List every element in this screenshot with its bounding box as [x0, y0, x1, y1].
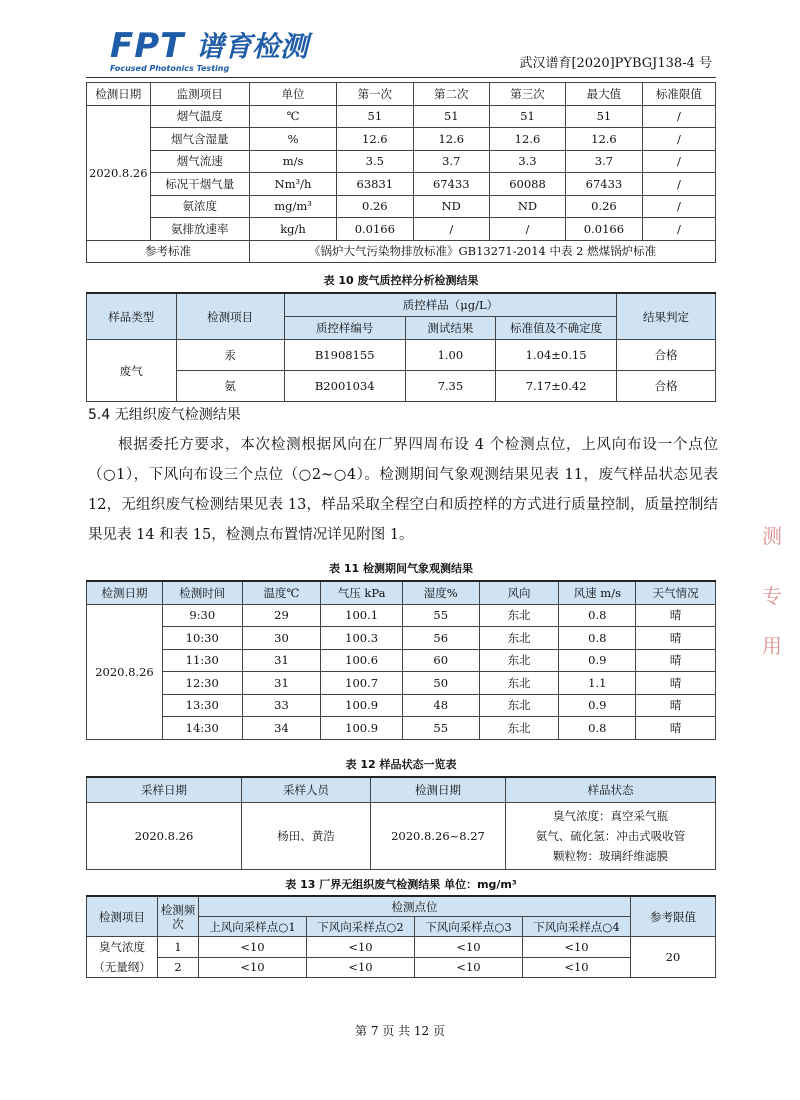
cell: 氨	[176, 371, 284, 402]
cell: 杨田、黄浩	[242, 803, 371, 870]
header-cell: 检测点位	[199, 896, 631, 917]
table13-caption: 表 13 厂界无组织废气检测结果 单位：mg/m³	[285, 878, 517, 891]
header-cell: 气压 kPa	[321, 581, 402, 604]
cell: /	[642, 218, 715, 241]
table-row	[87, 218, 716, 241]
header-cell: 检测项目	[176, 293, 284, 340]
cell: 51	[566, 105, 643, 128]
header-cell: 质控样品（μg/L）	[284, 293, 616, 317]
cell: 10:30	[162, 627, 242, 650]
cell: 33	[242, 694, 321, 717]
table-row	[87, 604, 716, 627]
table-header-row	[87, 83, 716, 106]
company-logo	[110, 28, 310, 74]
cell: 晴	[636, 649, 716, 672]
cell: 晴	[636, 604, 716, 627]
cell: B1908155	[284, 340, 405, 371]
cell: 67433	[566, 173, 643, 196]
cell: 汞	[176, 340, 284, 371]
cell: <10	[307, 937, 415, 958]
cell: 31	[242, 672, 321, 695]
cell: 东北	[479, 604, 559, 627]
limit-cell: 20	[631, 937, 716, 978]
header-cell: 下风向采样点○3	[415, 917, 523, 937]
cell: 11:30	[162, 649, 242, 672]
cell: 0.9	[559, 694, 636, 717]
cell: 合格	[617, 340, 716, 371]
cell: 100.3	[321, 627, 402, 650]
header-cell: 天气情况	[636, 581, 716, 604]
sample-state-line: 氨气、硫化氢：冲击式吸收管	[535, 829, 686, 843]
header-cell: 监测项目	[150, 83, 250, 106]
cell: 晴	[636, 672, 716, 695]
cell: 50	[402, 672, 479, 695]
table12-caption: 表 12 样品状态一览表	[345, 758, 457, 771]
cell: 56	[402, 627, 479, 650]
cell: 100.9	[321, 694, 402, 717]
cell: 2	[158, 957, 199, 978]
cell: 烟气温度	[150, 105, 250, 128]
header-cell: 样品状态	[506, 777, 716, 803]
cell: 1.00	[405, 340, 496, 371]
cell: B2001034	[284, 371, 405, 402]
cell: 0.9	[559, 649, 636, 672]
header-cell: 温度℃	[242, 581, 321, 604]
cell: 0.8	[559, 717, 636, 740]
header-cell: 单位	[250, 83, 337, 106]
cell: 67433	[413, 173, 489, 196]
header-cell: 检测项目	[87, 896, 158, 937]
header-cell: 检测日期	[371, 777, 506, 803]
table-row	[87, 627, 716, 650]
cell: /	[642, 173, 715, 196]
cell: 东北	[479, 649, 559, 672]
header-cell: 风向	[479, 581, 559, 604]
cell: <10	[415, 957, 523, 978]
table-header-row	[87, 581, 716, 604]
item-unit: （无量纲）	[93, 960, 151, 974]
item-cell	[87, 937, 158, 978]
cell: 9:30	[162, 604, 242, 627]
cell: Nm³/h	[250, 173, 337, 196]
cell: 氨排放速率	[150, 218, 250, 241]
cell: 63831	[336, 173, 413, 196]
header-cell: 采样人员	[242, 777, 371, 803]
cell: /	[642, 128, 715, 151]
table-header-row	[87, 896, 716, 917]
header-cell: 检测时间	[162, 581, 242, 604]
table-row	[87, 717, 716, 740]
header-cell: 质控样编号	[284, 317, 405, 340]
logo-cn-text: 谱育检测	[196, 30, 309, 63]
cell: 7.35	[405, 371, 496, 402]
header-cell: 检测频次	[158, 896, 199, 937]
cell: 标况干烟气量	[150, 173, 250, 196]
table-row	[87, 195, 716, 218]
sample-state-line: 臭气浓度：真空采气瓶	[553, 809, 668, 823]
cell: ND	[413, 195, 489, 218]
cell: 12.6	[336, 128, 413, 151]
cell: 100.9	[321, 717, 402, 740]
cell: 29	[242, 604, 321, 627]
header-cell: 采样日期	[87, 777, 242, 803]
cell: 东北	[479, 717, 559, 740]
header-cell: 标准限值	[642, 83, 715, 106]
cell: /	[413, 218, 489, 241]
header-cell: 样品类型	[87, 293, 177, 340]
cell: ℃	[250, 105, 337, 128]
header-cell: 检测日期	[87, 581, 163, 604]
cell: 51	[336, 105, 413, 128]
cell: 烟气流速	[150, 150, 250, 173]
cell: 12.6	[566, 128, 643, 151]
cell: 12.6	[489, 128, 565, 151]
document-number: 武汉谱育[2020]PYBGJ138-4 号	[519, 56, 712, 71]
cell: 0.0166	[566, 218, 643, 241]
cell: 晴	[636, 627, 716, 650]
cell: <10	[523, 957, 631, 978]
cell: <10	[523, 937, 631, 958]
cell: 东北	[479, 672, 559, 695]
header-cell: 第一次	[336, 83, 413, 106]
cell: 东北	[479, 627, 559, 650]
table-row	[87, 694, 716, 717]
cell: %	[250, 128, 337, 151]
date-cell: 2020.8.26	[87, 105, 151, 240]
cell: 55	[402, 604, 479, 627]
cell: 100.1	[321, 604, 402, 627]
seal-stamp	[762, 520, 792, 670]
section-paragraph: 根据委托方要求，本次检测根据风向在厂界四周布设 4 个检测点位，上风向布设一个点位（○1），下风向布设三个点位（○2~○4）。检测期间气象观测结果见表 11，废气样品状态见表 12，无组织废气检测结果见表 13，样品采取全程空白和质控样的方式进行质量控制，质量控制结果见表 14 和表 15，检测点布置情况详见附图 1。	[88, 437, 718, 543]
cell: 60088	[489, 173, 565, 196]
logo-mark: FPT	[110, 26, 185, 66]
cell: 1	[158, 937, 199, 958]
qc-analysis-table	[86, 292, 716, 402]
cell: /	[642, 195, 715, 218]
header-cell: 标准值及不确定度	[496, 317, 617, 340]
header-rule	[86, 77, 716, 78]
cell: <10	[199, 937, 307, 958]
cell: 0.26	[336, 195, 413, 218]
cell: 13:30	[162, 694, 242, 717]
cell: kg/h	[250, 218, 337, 241]
cell: <10	[199, 957, 307, 978]
cell: 晴	[636, 694, 716, 717]
header-cell: 第二次	[413, 83, 489, 106]
table-row	[87, 240, 716, 263]
cell: 30	[242, 627, 321, 650]
reference-label: 参考标准	[87, 240, 250, 263]
cell: 34	[242, 717, 321, 740]
cell: 1.04±0.15	[496, 340, 617, 371]
cell: 55	[402, 717, 479, 740]
cell: ND	[489, 195, 565, 218]
weather-observation-table	[86, 580, 716, 740]
cell: 3.3	[489, 150, 565, 173]
header-cell: 检测日期	[87, 83, 151, 106]
cell: 12.6	[413, 128, 489, 151]
cell: 0.8	[559, 627, 636, 650]
header-cell: 第三次	[489, 83, 565, 106]
table10-caption: 表 10 废气质控样分析检测结果	[323, 274, 479, 287]
header-cell: 最大值	[566, 83, 643, 106]
page-number: 第 7 页 共 12 页	[355, 1024, 445, 1038]
header-cell: 下风向采样点○4	[523, 917, 631, 937]
header-cell: 上风向采样点○1	[199, 917, 307, 937]
cell: <10	[307, 957, 415, 978]
table-row	[87, 150, 716, 173]
table-row	[87, 649, 716, 672]
table-header-row	[87, 777, 716, 803]
table-row	[87, 371, 716, 402]
stamp-char: 测	[762, 524, 782, 548]
header-cell: 结果判定	[617, 293, 716, 340]
sample-state-cell	[506, 803, 716, 870]
table-row	[87, 937, 716, 958]
cell: 12:30	[162, 672, 242, 695]
cell: 合格	[617, 371, 716, 402]
logo-subtitle: Focused Photonics Testing	[110, 64, 230, 73]
table-row	[87, 173, 716, 196]
ammonia-emission-table	[86, 82, 716, 263]
table-row	[87, 128, 716, 151]
table11-caption: 表 11 检测期间气象观测结果	[329, 562, 473, 575]
header-cell: 测试结果	[405, 317, 496, 340]
fugitive-emission-table	[86, 895, 716, 978]
cell: 3.7	[413, 150, 489, 173]
cell: 31	[242, 649, 321, 672]
table-row	[87, 105, 716, 128]
cell: 3.7	[566, 150, 643, 173]
sample-status-table	[86, 776, 716, 870]
header-cell: 参考限值	[631, 896, 716, 937]
table-row	[87, 672, 716, 695]
cell: 60	[402, 649, 479, 672]
cell: 100.7	[321, 672, 402, 695]
cell: 100.6	[321, 649, 402, 672]
cell: 0.26	[566, 195, 643, 218]
cell: 51	[413, 105, 489, 128]
cell: 2020.8.26	[87, 803, 242, 870]
cell: 51	[489, 105, 565, 128]
table-row	[87, 803, 716, 870]
cell: m/s	[250, 150, 337, 173]
cell: 14:30	[162, 717, 242, 740]
cell: 0.0166	[336, 218, 413, 241]
cell: 3.5	[336, 150, 413, 173]
cell: /	[642, 150, 715, 173]
table-row	[87, 957, 716, 978]
table-row	[87, 340, 716, 371]
stamp-char: 专	[762, 584, 782, 608]
cell: /	[489, 218, 565, 241]
header-cell: 湿度%	[402, 581, 479, 604]
cell: /	[642, 105, 715, 128]
sample-state-line: 颗粒物：玻璃纤维滤膜	[553, 849, 668, 863]
cell: 1.1	[559, 672, 636, 695]
cell: <10	[415, 937, 523, 958]
cell: 晴	[636, 717, 716, 740]
cell: 2020.8.26~8.27	[371, 803, 506, 870]
table-header-row	[87, 293, 716, 317]
cell: mg/m³	[250, 195, 337, 218]
item-name: 臭气浓度	[99, 940, 145, 954]
cell: 7.17±0.42	[496, 371, 617, 402]
cell: 东北	[479, 694, 559, 717]
header-cell: 风速 m/s	[559, 581, 636, 604]
cell: 废气	[87, 340, 177, 402]
cell: 氨浓度	[150, 195, 250, 218]
cell: 烟气含湿量	[150, 128, 250, 151]
section-title: 5.4 无组织废气检测结果	[88, 407, 241, 423]
cell: 48	[402, 694, 479, 717]
header-cell: 下风向采样点○2	[307, 917, 415, 937]
date-cell: 2020.8.26	[87, 604, 163, 739]
stamp-char: 用	[762, 634, 782, 658]
reference-standard: 《锅炉大气污染物排放标准》GB13271-2014 中表 2 燃煤锅炉标准	[250, 240, 716, 263]
cell: 0.8	[559, 604, 636, 627]
